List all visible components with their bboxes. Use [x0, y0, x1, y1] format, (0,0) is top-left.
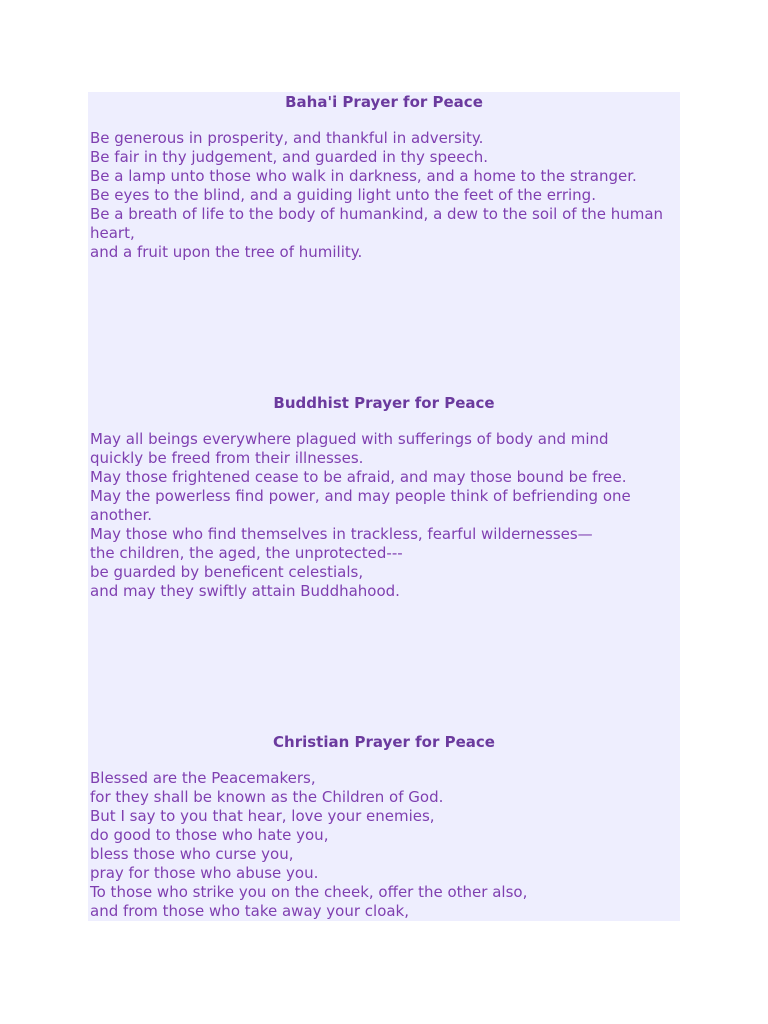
prayer-line: Be a breath of life to the body of humankind, a dew to the soil of the human heart,: [90, 205, 664, 242]
prayer-line: But I say to you that hear, love your enemies,: [90, 807, 435, 825]
prayer-line: pray for those who abuse you.: [90, 864, 319, 882]
prayer-line: bless those who curse you,: [90, 845, 294, 863]
bahai-prayer-section: [90, 93, 678, 262]
prayer-line: do good to those who hate you,: [90, 826, 329, 844]
prayer-line: May those frightened cease to be afraid, and may those bound be free.: [90, 468, 627, 486]
prayer-line: May the powerless find power, and may people think of befriending one another.: [90, 487, 631, 524]
prayer-line: for they shall be known as the Children of God.: [90, 788, 444, 806]
buddhist-prayer-section: [90, 394, 678, 601]
prayer-line: Blessed are the Peacemakers,: [90, 769, 316, 787]
christian-prayer-section: [90, 733, 678, 921]
prayer-text: [90, 112, 678, 262]
prayer-line: Be eyes to the blind, and a guiding light unto the feet of the erring.: [90, 186, 596, 204]
prayer-line: Be fair in thy judgement, and guarded in thy speech.: [90, 148, 488, 166]
prayer-line: Be a lamp unto those who walk in darkness, and a home to the stranger.: [90, 167, 637, 185]
prayer-line: Be generous in prosperity, and thankful in adversity.: [90, 129, 484, 147]
prayer-line: and may they swiftly attain Buddhahood.: [90, 582, 400, 600]
section-title: Christian Prayer for Peace: [273, 733, 495, 751]
prayer-line: be guarded by beneficent celestials,: [90, 563, 364, 581]
section-title: Baha'i Prayer for Peace: [285, 93, 483, 111]
prayer-line: and from those who take away your cloak,: [90, 902, 410, 920]
prayer-line: May those who find themselves in trackless, fearful wildernesses—: [90, 525, 593, 543]
prayer-line: and a fruit upon the tree of humility.: [90, 243, 363, 261]
section-title: Buddhist Prayer for Peace: [273, 394, 495, 412]
prayer-text: [90, 413, 678, 601]
prayer-line: To those who strike you on the cheek, offer the other also,: [90, 883, 528, 901]
prayer-line: quickly be freed from their illnesses.: [90, 449, 364, 467]
prayer-line: the children, the aged, the unprotected---: [90, 544, 403, 562]
prayer-line: May all beings everywhere plagued with sufferings of body and mind: [90, 430, 609, 448]
prayer-text: [90, 752, 678, 921]
